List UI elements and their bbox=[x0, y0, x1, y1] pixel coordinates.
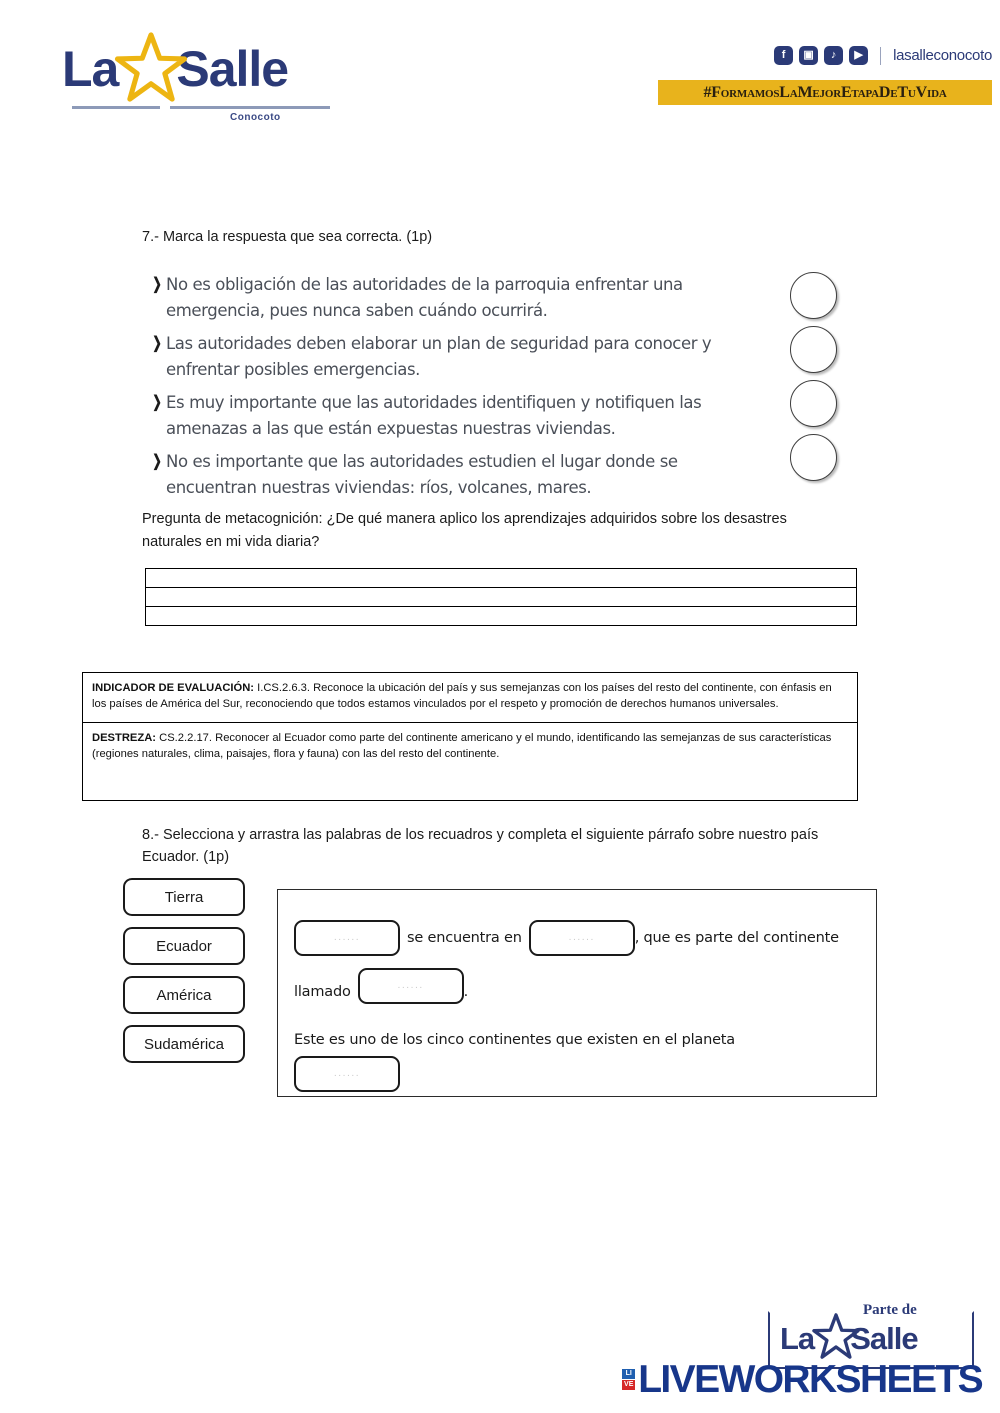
logo-rule-left bbox=[72, 106, 160, 109]
social-handle: lasalleconocoto bbox=[893, 47, 992, 64]
instagram-icon[interactable]: ▣ bbox=[799, 46, 818, 65]
liveworksheets-wordmark: LIVEWORKSHEETS bbox=[638, 1357, 982, 1401]
paragraph-line-2 bbox=[294, 974, 860, 1010]
draggable-word-sudamerica[interactable]: Sudamérica bbox=[123, 1025, 245, 1063]
bullet-arrow-icon: ❯ bbox=[152, 453, 162, 470]
bullet-arrow-icon: ❯ bbox=[152, 394, 162, 411]
metacognition-question: Pregunta de metacognición: ¿De qué manera aplico los aprendizajes adquiridos sobre los desastres naturales en mi vida diaria? bbox=[142, 511, 787, 551]
live-block-li: LI bbox=[622, 1369, 635, 1379]
option-row bbox=[150, 272, 770, 324]
option-text: Es muy importante que las autoridades identifiquen y notifiquen las amenazas a las que están expuestas nuestras viviendas. bbox=[166, 393, 702, 438]
social-links bbox=[774, 46, 992, 65]
logo-word-la: La bbox=[62, 41, 119, 97]
radio-option-4[interactable] bbox=[790, 434, 837, 481]
page-header bbox=[0, 0, 1000, 123]
option-row bbox=[150, 390, 770, 442]
metacognition-answer-table bbox=[145, 568, 857, 626]
bullet-arrow-icon: ❯ bbox=[152, 335, 162, 352]
radio-option-2[interactable] bbox=[790, 326, 837, 373]
question-7-radio-group bbox=[790, 272, 837, 488]
evaluation-spacer bbox=[92, 763, 848, 791]
answer-line[interactable] bbox=[146, 588, 856, 607]
live-block-ve: VE bbox=[624, 1381, 634, 1389]
paragraph-text-a: se encuentra en bbox=[407, 930, 522, 946]
question-7-title: 7.- Marca la respuesta que sea correcta. (1p) bbox=[142, 229, 433, 245]
paragraph-text-e: Este es uno de los cinco continentes que existen en el planeta bbox=[294, 1032, 735, 1048]
draggable-word-america[interactable]: América bbox=[123, 976, 245, 1014]
drop-placeholder: ...... bbox=[568, 933, 595, 943]
paragraph-text-b: , que es parte del continente bbox=[634, 930, 839, 946]
drop-placeholder: ...... bbox=[333, 933, 361, 943]
question-8-paragraph-box bbox=[277, 889, 877, 1097]
liveworksheets-logo[interactable] bbox=[622, 1357, 982, 1401]
option-row bbox=[150, 331, 770, 383]
logo-subtitle: Conocoto bbox=[230, 112, 281, 123]
mini-logo-word-la: La bbox=[780, 1321, 815, 1356]
paragraph-text-d: . bbox=[463, 984, 469, 1000]
drop-zone-3[interactable] bbox=[358, 968, 464, 1004]
evaluation-skill-row bbox=[83, 723, 857, 800]
question-8-title: 8.- Selecciona y arrastra las palabras de los recuadros y completa el siguiente párrafo sobre nuestro país Ecuador. (1p) bbox=[142, 827, 819, 866]
option-text: Las autoridades deben elaborar un plan de seguridad para conocer y enfrentar posibles emergencias. bbox=[166, 334, 712, 379]
drop-placeholder: ...... bbox=[397, 981, 424, 991]
drop-placeholder: ...... bbox=[333, 1069, 361, 1079]
hashtag-text: #FormamosLaMejorEtapaDeTuVida bbox=[703, 83, 947, 101]
evaluation-indicator-row bbox=[83, 673, 857, 723]
tiktok-icon[interactable]: ♪ bbox=[824, 46, 843, 65]
hashtag-banner bbox=[658, 80, 992, 105]
drop-zone-4[interactable] bbox=[294, 1056, 400, 1092]
radio-option-3[interactable] bbox=[790, 380, 837, 427]
evaluation-skill-label: DESTREZA: bbox=[92, 731, 157, 744]
evaluation-indicator-label: INDICADOR DE EVALUACIÓN: bbox=[92, 682, 255, 694]
youtube-icon[interactable]: ▶ bbox=[849, 46, 868, 65]
evaluation-indicator-text: I.CS.2.6.3. Reconoce la ubicación del país y sus semejanzas con los países del resto del continente, con énfasis en los países de América del Sur, reconociendo que todos estamos vinculados por el respeto y promoción de derechos humanos universales. bbox=[92, 682, 832, 710]
live-blocks-icon bbox=[622, 1369, 635, 1390]
question-8-word-bank bbox=[123, 878, 245, 1074]
option-text: No es obligación de las autoridades de la parroquia enfrentar una emergencia, pues nunca saben cuándo ocurrirá. bbox=[166, 275, 683, 320]
paragraph-line-3 bbox=[294, 1032, 860, 1048]
drop-zone-1[interactable] bbox=[294, 920, 400, 956]
social-divider bbox=[880, 47, 881, 65]
star-icon bbox=[812, 1313, 860, 1359]
evaluation-skill-text: CS.2.2.17. Reconocer al Ecuador como parte del continente americano y el mundo, identificando las semejanzas de sus características (regiones naturales, clima, paisajes, flora y fauna) con las del resto del continente. bbox=[92, 731, 832, 760]
mini-logo-word-salle: Salle bbox=[850, 1321, 918, 1356]
evaluation-box bbox=[82, 672, 858, 801]
paragraph-text-c: llamado bbox=[294, 984, 351, 1000]
logo-rule-right bbox=[170, 106, 330, 109]
question-7-options bbox=[150, 272, 770, 508]
option-row bbox=[150, 449, 770, 501]
paragraph-line-1 bbox=[294, 920, 860, 956]
star-icon bbox=[114, 32, 188, 102]
lasalle-logo bbox=[62, 32, 312, 123]
answer-line[interactable] bbox=[146, 607, 856, 626]
drop-zone-2[interactable] bbox=[529, 920, 635, 956]
page-footer bbox=[0, 1302, 1000, 1407]
logo-word-salle: Salle bbox=[176, 41, 289, 97]
facebook-icon[interactable]: f bbox=[774, 46, 793, 65]
paragraph-line-4 bbox=[294, 1056, 860, 1092]
draggable-word-ecuador[interactable]: Ecuador bbox=[123, 927, 245, 965]
radio-option-1[interactable] bbox=[790, 272, 837, 319]
option-text: No es importante que las autoridades estudien el lugar donde se encuentran nuestras viviendas: ríos, volcanes, mares. bbox=[166, 452, 678, 497]
draggable-word-tierra[interactable]: Tierra bbox=[123, 878, 245, 916]
lasalle-mini-logo bbox=[780, 1319, 968, 1363]
bullet-arrow-icon: ❯ bbox=[152, 276, 162, 293]
parte-de-label: Parte de bbox=[858, 1302, 922, 1319]
answer-line[interactable] bbox=[146, 569, 856, 588]
